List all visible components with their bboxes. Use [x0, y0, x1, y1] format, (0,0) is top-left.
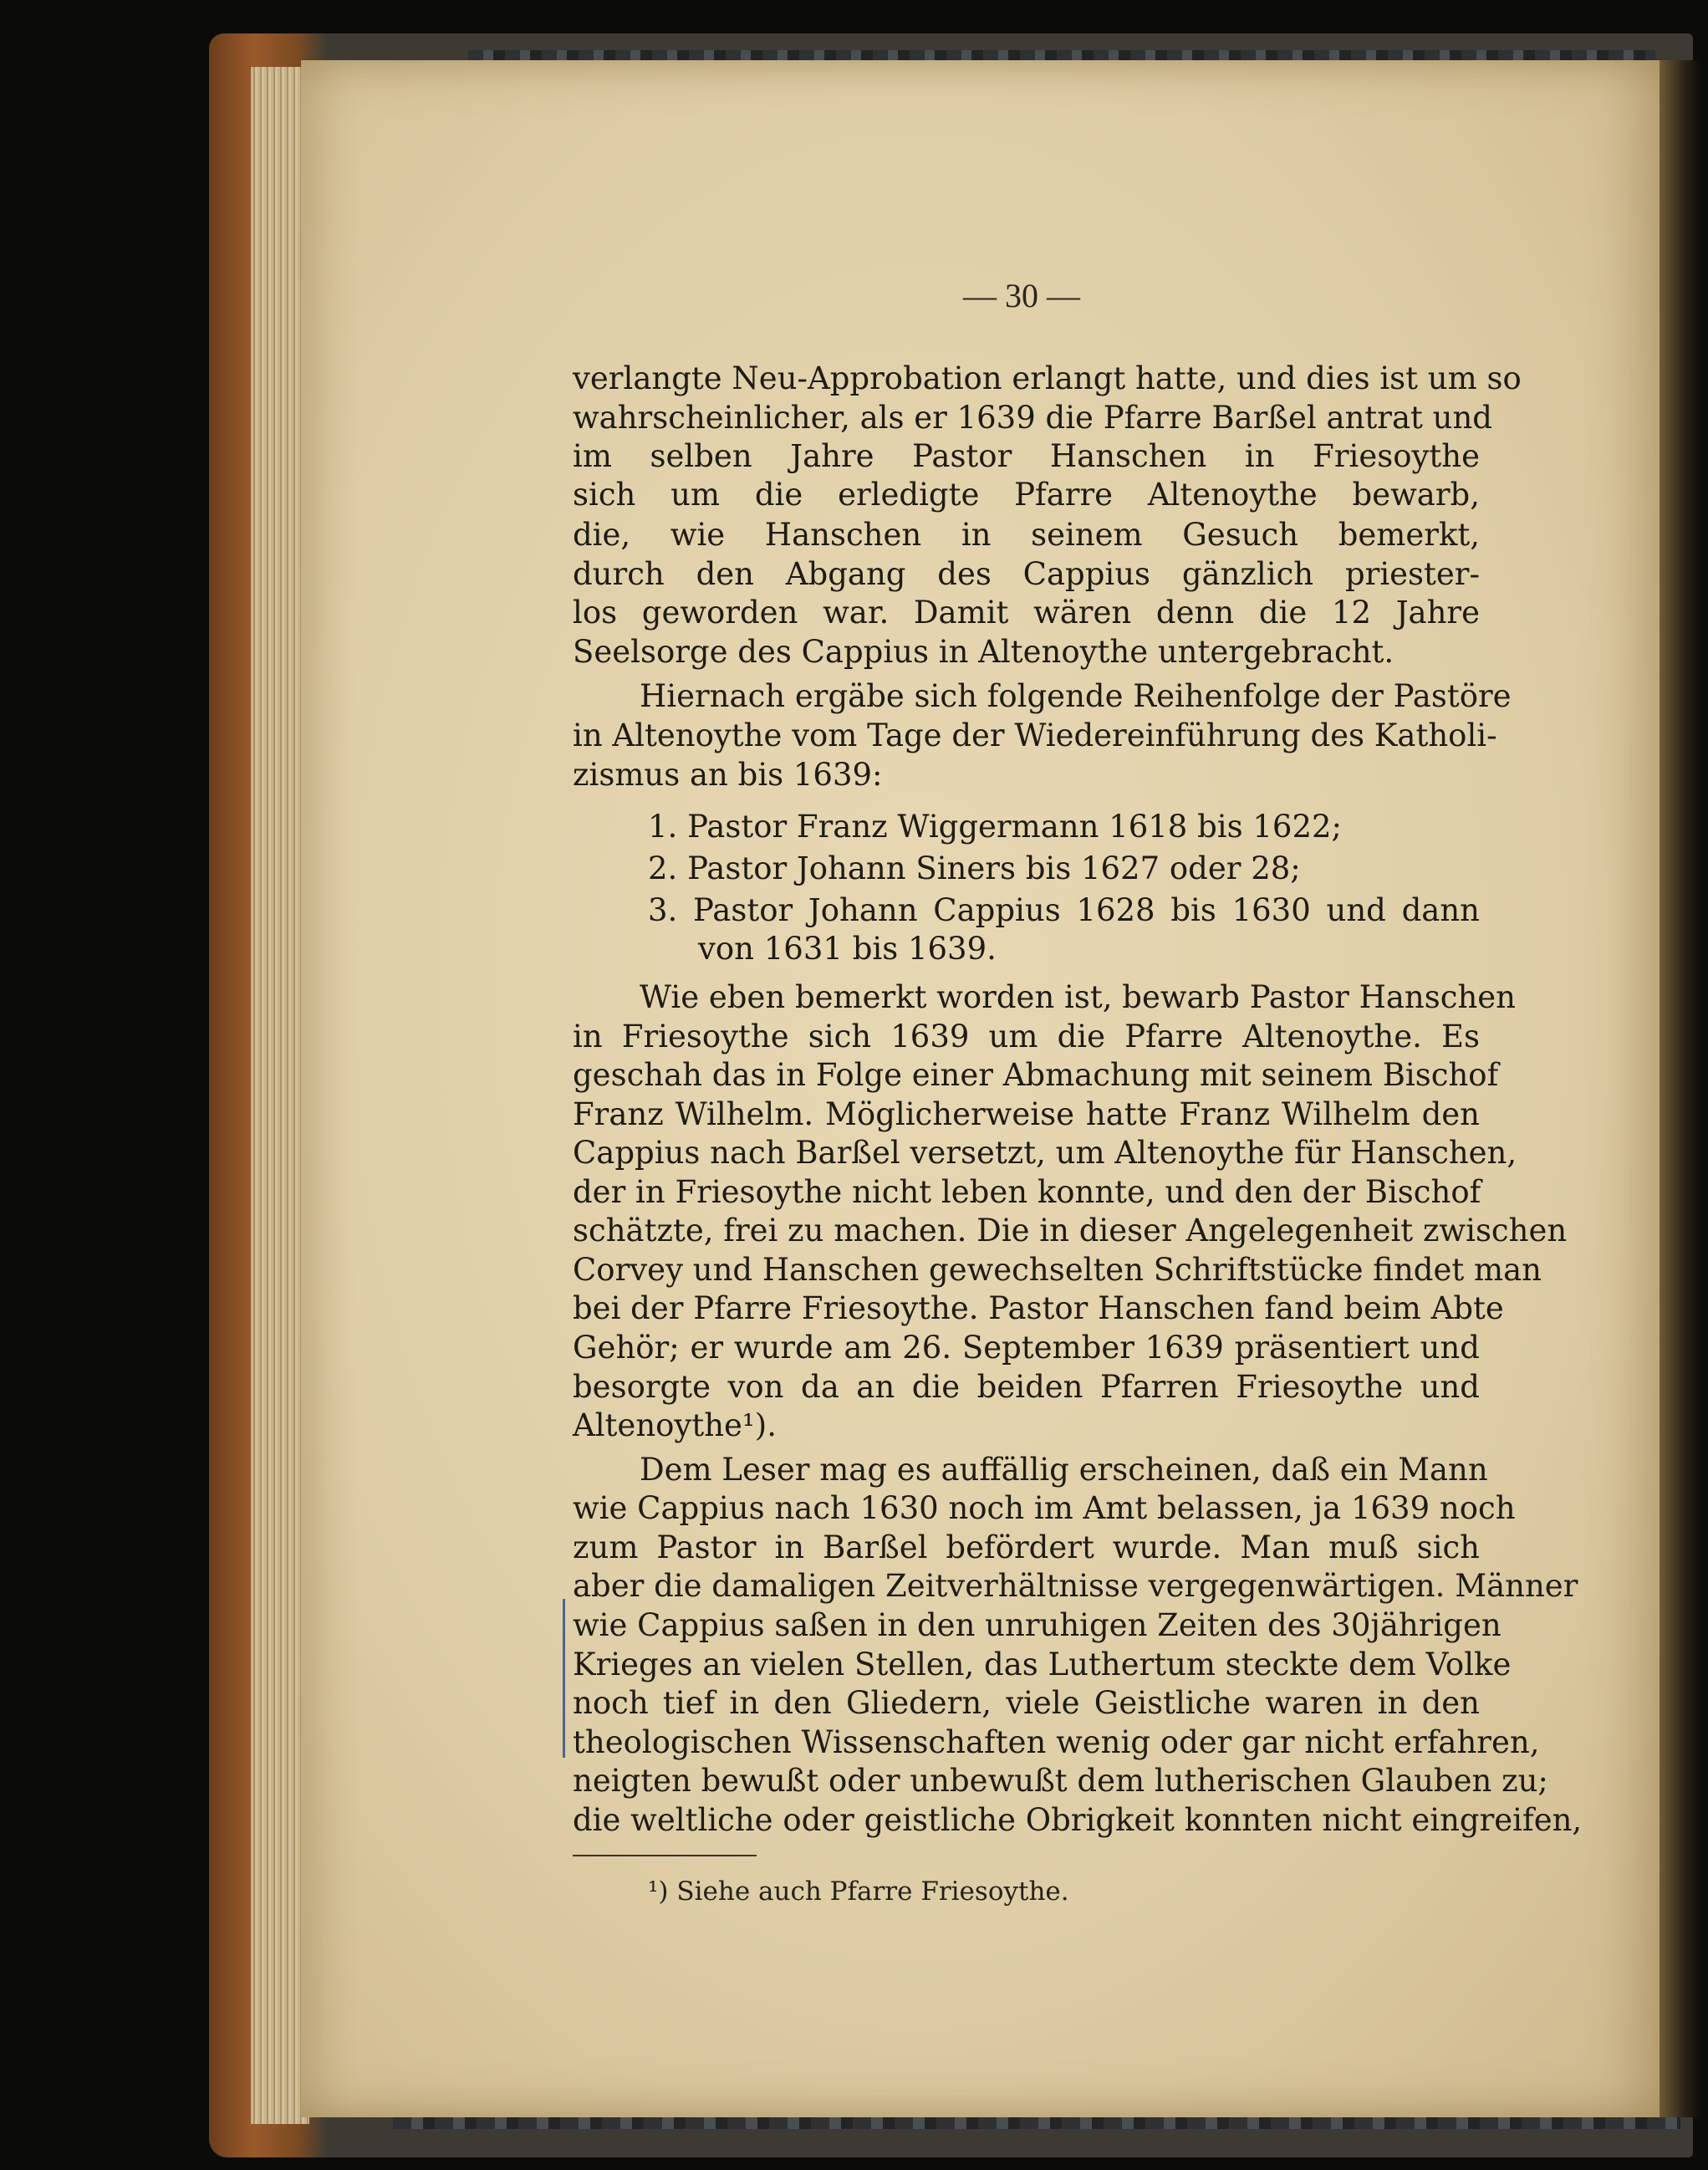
text-line: wie Cappius saßen in den unruhigen Zeiten des 30jährigen [573, 1607, 1502, 1643]
text-line: aber die damaligen Zeitverhältnisse vergegenwärtigen. Männer [573, 1568, 1578, 1604]
text-line: 3. Pastor Johann Cappius 1628 bis 1630 und dann [648, 892, 1480, 928]
text-line: geschah das in Folge einer Abmachung mit seinem Bischof [573, 1057, 1499, 1093]
text-line: wie Cappius nach 1630 noch im Amt belassen, ja 1639 noch [573, 1490, 1516, 1526]
text-line: durch den Abgang des Cappius gänzlich priester- [573, 556, 1480, 592]
footnote: ¹) Siehe auch Pfarre Friesoythe. [648, 1876, 1069, 1907]
text-line: 1. Pastor Franz Wiggermann 1618 bis 1622; [648, 809, 1342, 845]
text-line: Krieges an vielen Stellen, das Luthertum steckte dem Volke [573, 1647, 1512, 1682]
text-line: schätzte, frei zu machen. Die in dieser Angelegenheit zwischen [573, 1213, 1568, 1248]
text-line: Dem Leser mag es auffällig erscheinen, daß ein Mann [640, 1452, 1488, 1488]
text-line: von 1631 bis 1639. [698, 931, 997, 967]
text-line: 2. Pastor Johann Siners bis 1627 oder 28; [648, 850, 1301, 886]
text-line: theologischen Wissenschaften wenig oder gar nicht erfahren, [573, 1724, 1540, 1760]
text-line: die weltliche oder geistliche Obrigkeit konnten nicht eingreifen, [573, 1802, 1583, 1838]
text-line: Corvey und Hanschen gewechselten Schriftstücke findet man [573, 1252, 1542, 1288]
page-number: — 30 — [963, 277, 1080, 314]
text-line: die, wie Hanschen in seinem Gesuch bemerkt, [573, 517, 1480, 553]
text-line: sich um die erledigte Pfarre Altenoythe bewarb, [573, 477, 1480, 513]
text-line: in Altenoythe vom Tage der Wiedereinführung des Katholi- [573, 717, 1497, 753]
text-line: Wie eben bemerkt worden ist, bewarb Pastor Hanschen [640, 979, 1516, 1015]
text-line: neigten bewußt oder unbewußt dem lutherischen Glauben zu; [573, 1763, 1548, 1799]
text-line: zismus an bis 1639: [573, 757, 883, 793]
text-line: zum Pastor in Barßel befördert wurde. Man muß sich [573, 1529, 1480, 1565]
text-line: bei der Pfarre Friesoythe. Pastor Hanschen fand beim Abte [573, 1290, 1504, 1326]
text-line: Altenoythe¹). [573, 1407, 777, 1443]
text-line: verlangte Neu-Approbation erlangt hatte, und dies ist um so [573, 360, 1522, 396]
footnote-rule [573, 1855, 757, 1856]
book-gutter [1660, 60, 1701, 2117]
text-line: im selben Jahre Pastor Hanschen in Friesoythe [573, 438, 1480, 474]
text-line: Hiernach ergäbe sich folgende Reihenfolge der Pastöre [640, 678, 1512, 714]
text-line: los geworden war. Damit wären denn die 12 Jahre [573, 595, 1480, 631]
text-line: der in Friesoythe nicht leben konnte, und den der Bischof [573, 1174, 1481, 1210]
text-line: Seelsorge des Cappius in Altenoythe untergebracht. [573, 634, 1394, 670]
text-line: Gehör; er wurde am 26. September 1639 präsentiert und [573, 1330, 1480, 1366]
text-line: noch tief in den Gliedern, viele Geistliche waren in den [573, 1685, 1480, 1721]
text-line: besorgte von da an die beiden Pfarren Friesoythe und [573, 1369, 1480, 1405]
text-line: Cappius nach Barßel versetzt, um Altenoythe für Hanschen, [573, 1135, 1517, 1171]
text-line: in Friesoythe sich 1639 um die Pfarre Altenoythe. Es [573, 1019, 1480, 1054]
text-line: Franz Wilhelm. Möglicherweise hatte Franz Wilhelm den [573, 1096, 1480, 1132]
margin-pencil-mark [563, 1599, 565, 1758]
text-line: wahrscheinlicher, als er 1639 die Pfarre Barßel antrat und [573, 400, 1492, 436]
